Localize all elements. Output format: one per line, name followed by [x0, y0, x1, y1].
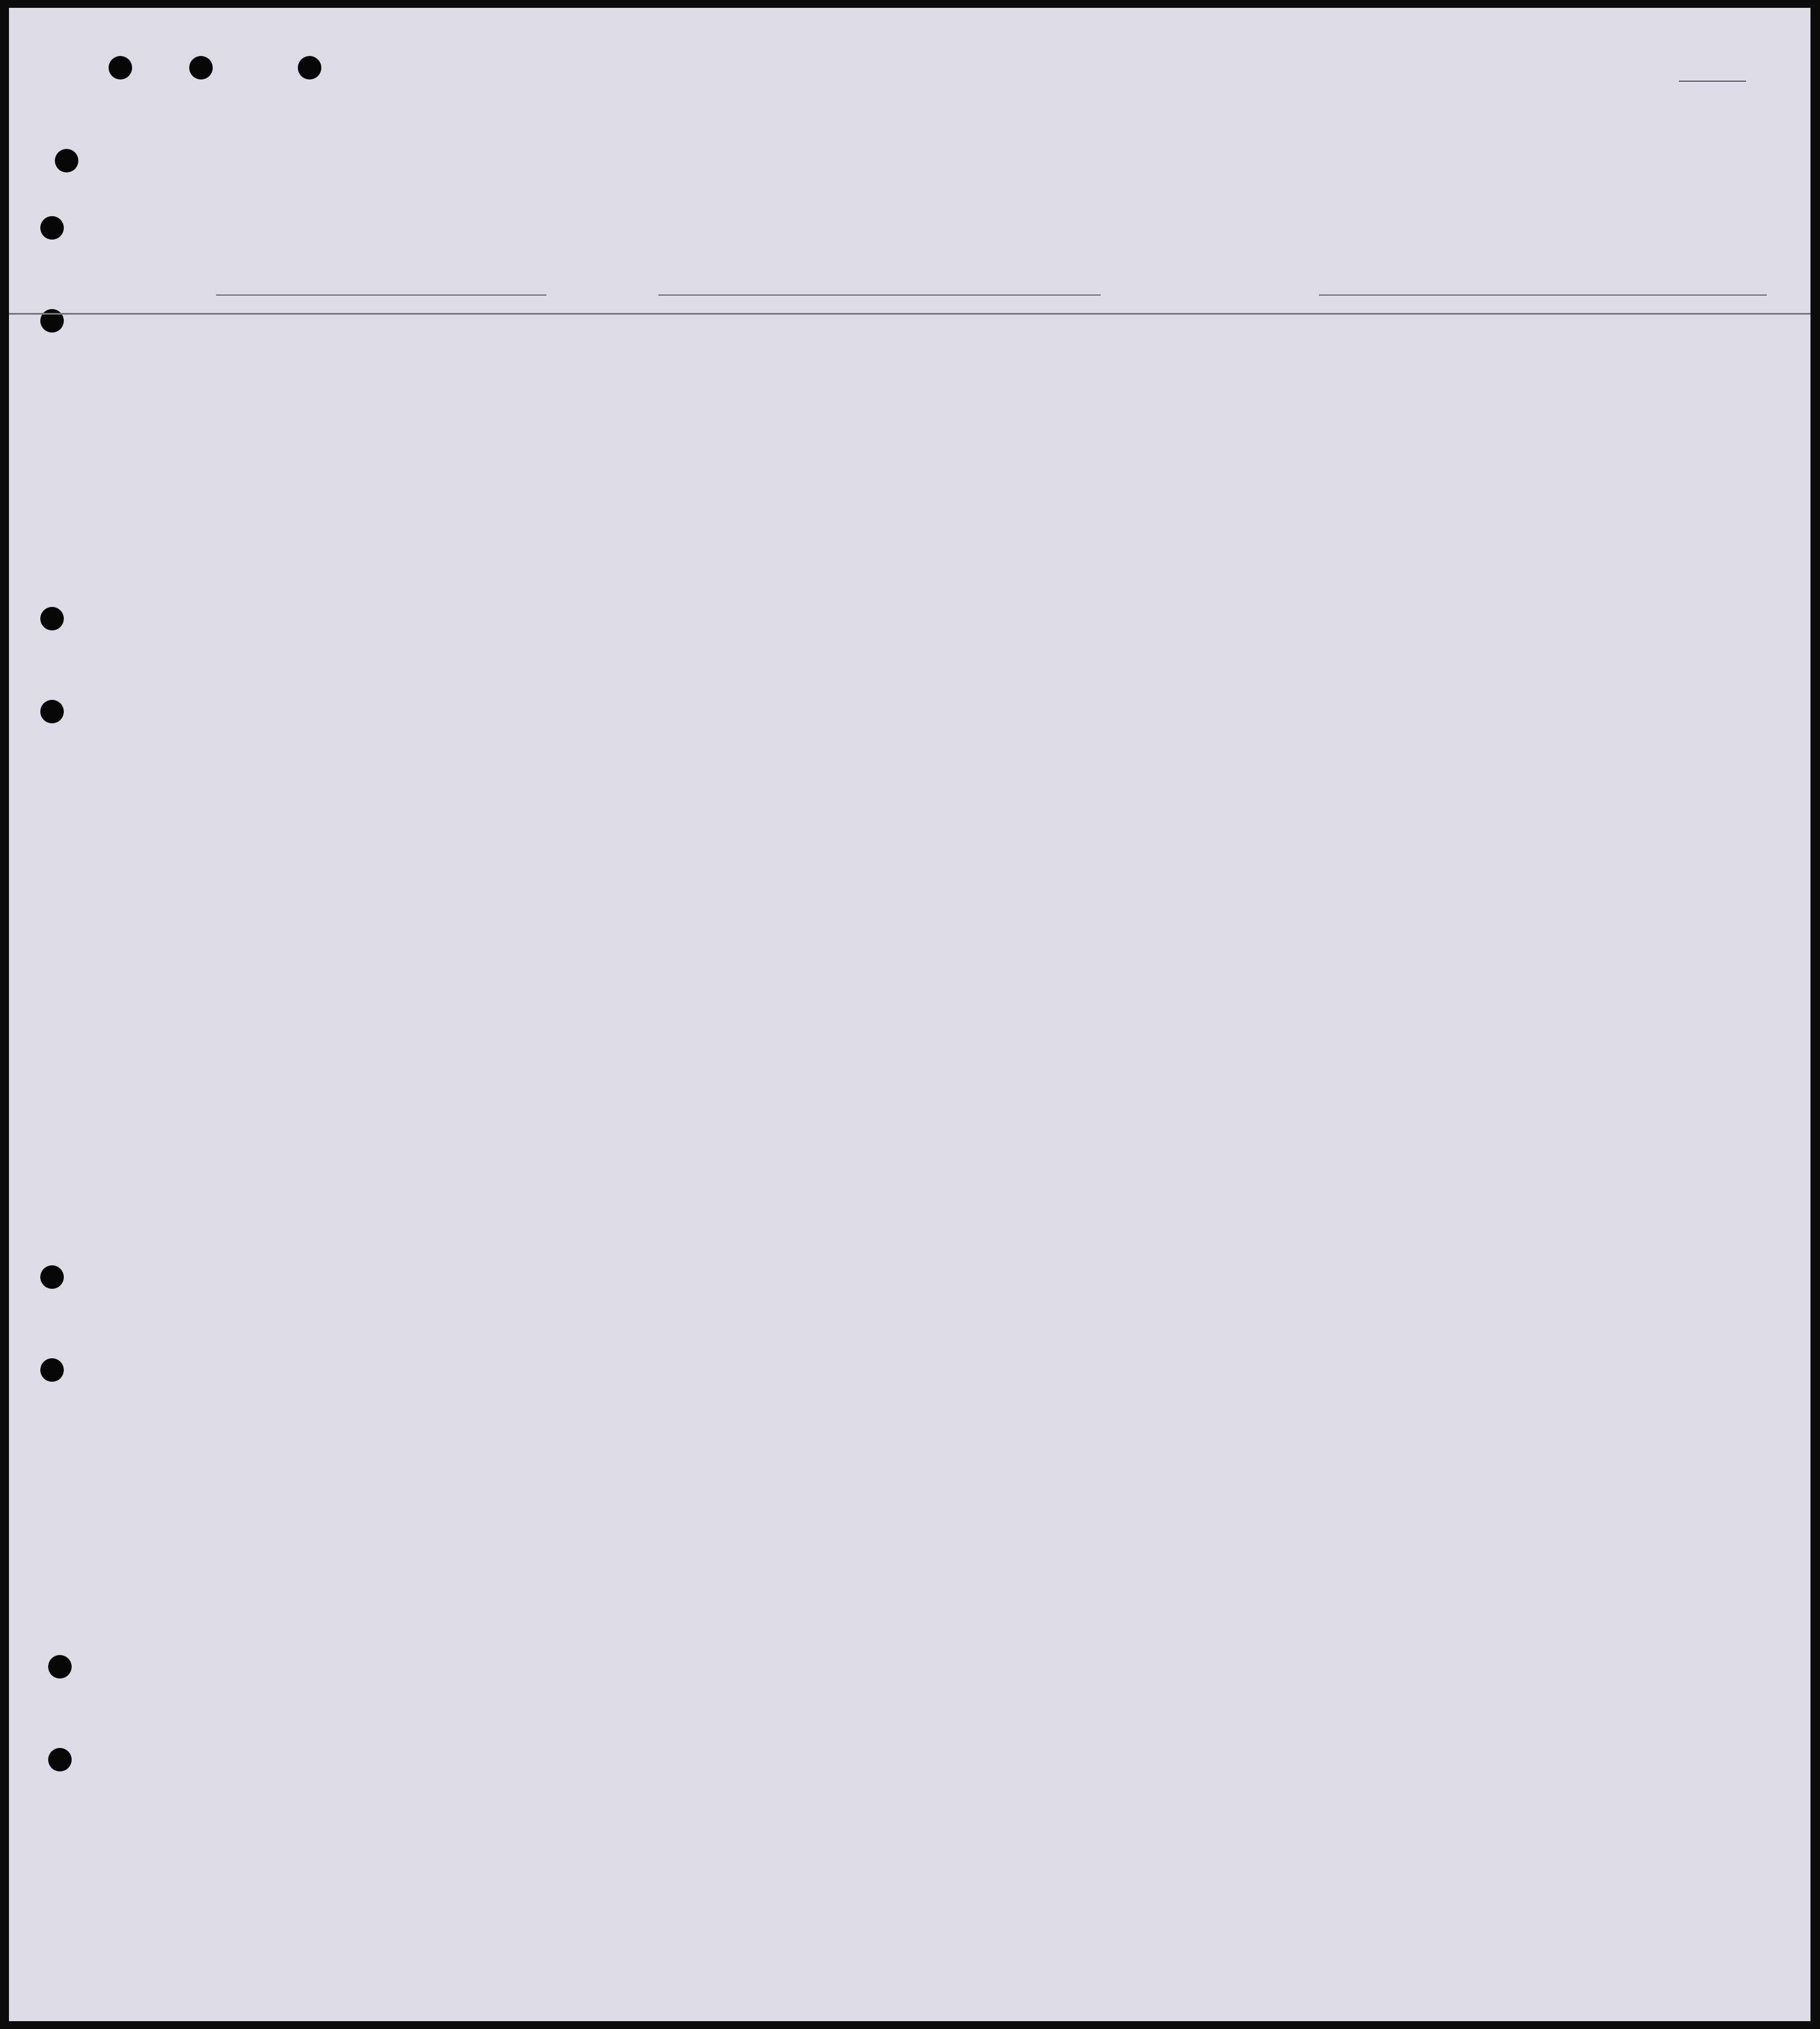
- manifest-sheet: [9, 8, 1810, 2021]
- handwritten-marks: [9, 8, 1810, 1911]
